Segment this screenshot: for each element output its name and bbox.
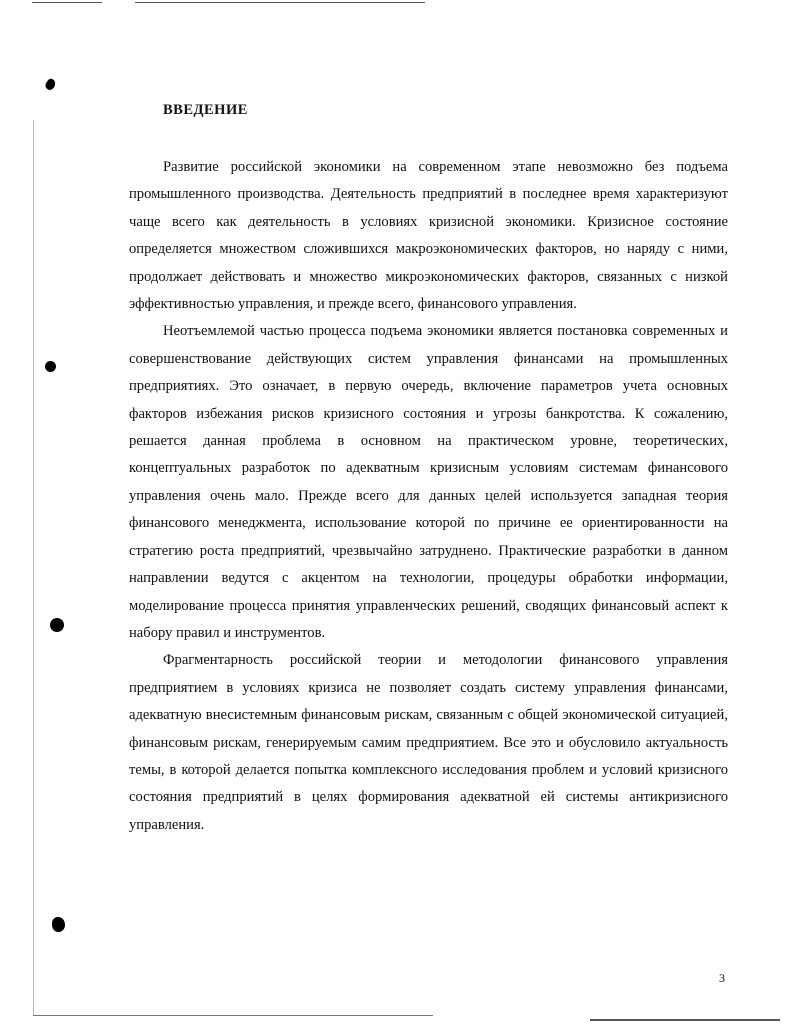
scan-edge-left [33,120,34,1015]
paragraph: Неотъемлемой частью процесса подъема экономики является постановка современных и совершенствование действующих систем управления финансами на промышленных предприятиях. Это означает, в первую очередь, включение параметров учета основных факторов избежания рисков кризисного состояния и угрозы банкротства. К сожалению, решается данная проблема в основном на практическом уровне, теоретических, концептуальных разработок по адекватным кризисным условиям системам финансового управления очень мало. Прежде всего для данных целей используется западная теория финансового менеджмента, использование которой по причине ее ориентированности на стратегию роста предприятий, чрезвычайно затруднено. Практические разработки в данном направлении ведутся с акцентом на технологии, процедуры обработки информации, моделирование процесса принятия управленческих решений, сводящих финансовый аспект к набору правил и инструментов. [129,323,728,641]
document-body [129,100,728,839]
page-title: ВВЕДЕНИЕ [163,102,248,118]
paragraph: Развитие российской экономики на современном этапе невозможно без подъема промышленного производства. Деятельность предприятий в последнее время характеризуют чаще всего как деятельность в условиях кризисной экономики. Кризисное состояние определяется множеством сложившихся макроэкономических факторов, но наряду с ними, продолжает действовать и множество микроэкономических факторов, связанных с низкой эффективностью управления, и прежде всего, финансового управления. [129,159,728,313]
punch-hole-mark [52,917,65,932]
punch-hole-mark [45,361,56,372]
punch-hole-mark [50,618,64,632]
page-number: 3 [719,971,725,985]
scan-edge-bottom-left [33,1015,433,1016]
scan-edge-top-left [32,2,102,3]
punch-hole-mark [44,77,58,91]
scan-edge-bottom-right [590,1019,780,1021]
paragraph: Фрагментарность российской теории и методологии финансового управления предприятием в условиях кризиса не позволяет создать систему управления финансами, адекватную внесистемным финансовым рискам, связанным с общей экономической ситуацией, финансовым рискам, генерируемым самим предприятием. Все это и обусловило актуальность темы, в которой делается попытка комплексного исследования проблем и условий кризисного состояния предприятий в целях формирования адекватной ей системы антикризисного управления. [129,652,728,833]
scan-edge-top [135,2,425,3]
